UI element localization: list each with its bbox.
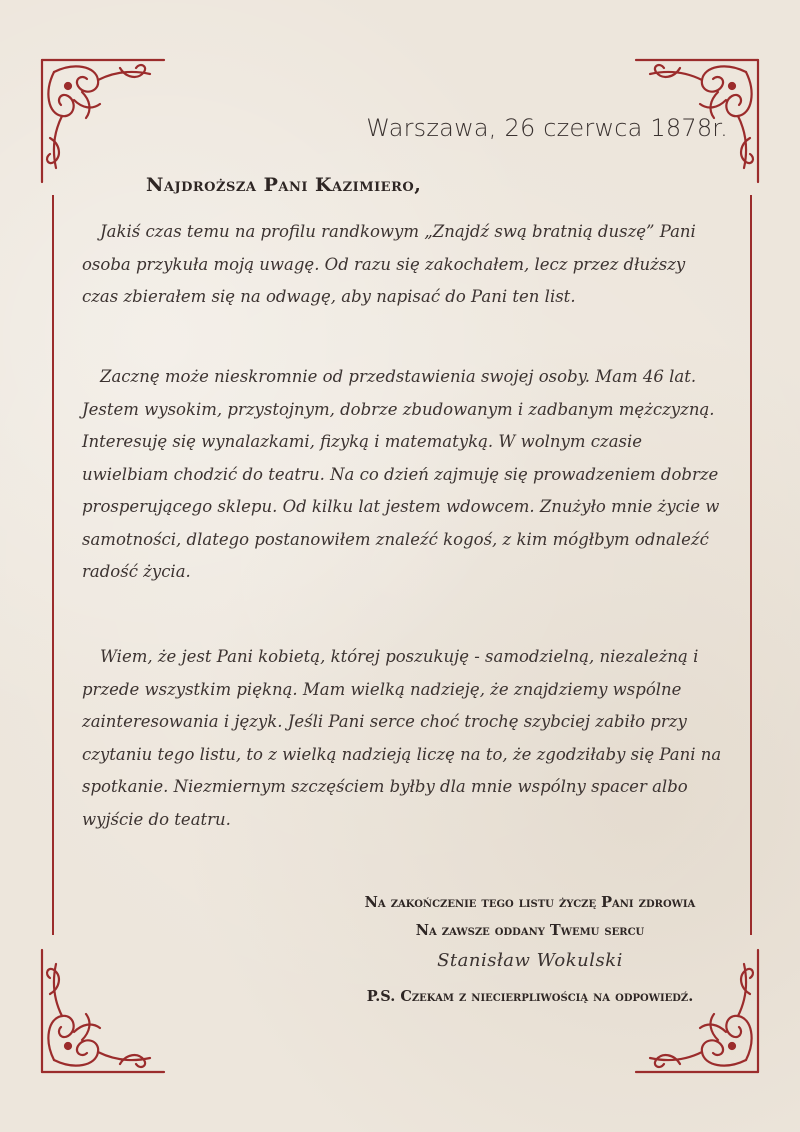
paragraph-text: Jakiś czas temu na profilu randkowym „Znajdź swą bratnią duszę” Pani osoba przykuła moją uwagę. Od razu się zakochałem, lecz przez dłuższy czas zbierałem się na odwagę, aby napisać do Pani ten list. [82, 222, 696, 306]
paragraph-text: Wiem, że jest Pani kobietą, której poszukuję - samodzielną, niezależną i przede wszystkim piękną. Mam wielką nadzieję, że znajdziemy wspólne zainteresowania i język. Jeśli Pani serce choć trochę szybciej zabiło przy czytaniu tego listu, to z wielką nadzieją liczę na to, że zgodziłaby się Pani na spotkanie. Niezmiernym szczęściem byłby dla mnie wspólny spacer albo wyjście do teatru. [82, 647, 722, 829]
closing-wish: Na zakończenie tego listu życzę Pani zdrowia [364, 894, 696, 911]
signature: Stanisław Wokulski [437, 950, 623, 971]
flourish-ornament-icon [34, 940, 174, 1080]
letter-date: Warszawa, 26 czerwca 1878r. [366, 114, 728, 142]
letter-paragraph-3 [82, 641, 722, 836]
letter-salutation: Najdroższa Pani Kazimiero, [146, 174, 422, 196]
corner-ornament-bottom-left [34, 940, 174, 1080]
border-line-right [750, 195, 752, 935]
letter-paragraph-1 [82, 216, 722, 314]
closing-farewell: Na zawsze oddany Twemu sercu [415, 922, 645, 939]
flourish-ornament-icon [34, 52, 174, 192]
corner-ornament-top-left [34, 52, 174, 192]
postscript: P.S. Czekam z niecierpliwością na odpowiedź. [366, 988, 694, 1005]
border-line-left [52, 195, 54, 935]
letter-paragraph-2 [82, 361, 722, 589]
paragraph-text: Zacznę może nieskromnie od przedstawienia swojej osoby. Mam 46 lat. Jestem wysokim, przystojnym, dobrze zbudowanym i zadbanym mężczyzną. Interesuję się wynalazkami, fizyką i matematyką. W wolnym czasie uwielbiam chodzić do teatru. Na co dzień zajmuję się prowadzeniem dobrze prosperującego sklepu. Od kilku lat jestem wdowcem. Znużyło mnie życie w samotności, dlatego postanowiłem znaleźć kogoś, z kim mógłbym odnaleźć radość życia. [82, 367, 720, 581]
